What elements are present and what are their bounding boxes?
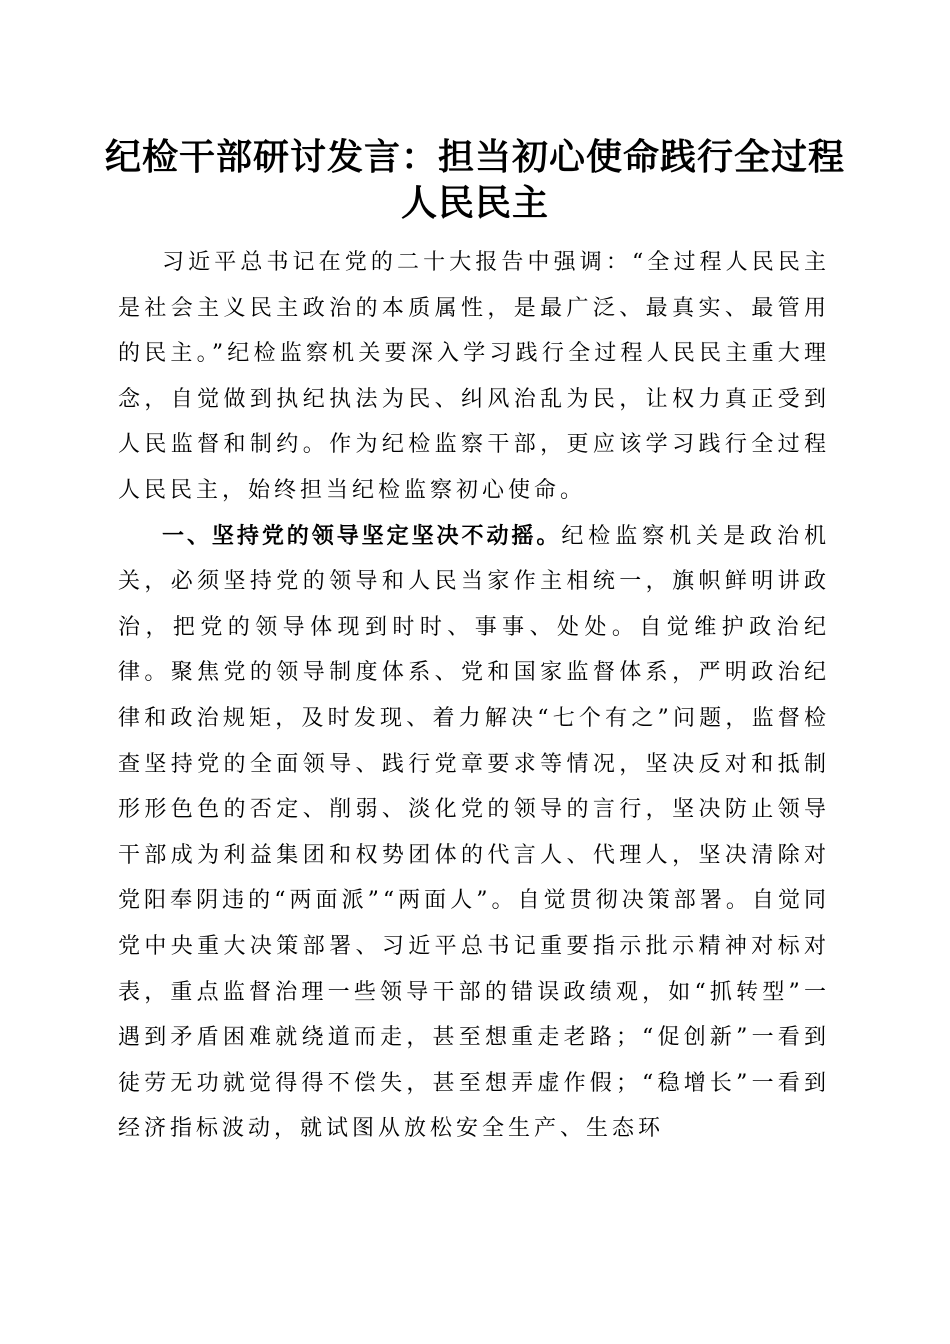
paragraph-intro xyxy=(118,240,830,514)
title-line-1: 纪检干部研讨发言：担当初心使命践行全过程 xyxy=(104,136,845,178)
section-heading: 一、坚持党的领导坚定坚决不动摇。 xyxy=(162,523,562,549)
title-line-2: 人民民主 xyxy=(400,182,549,224)
document-body xyxy=(118,240,830,1152)
document-title xyxy=(100,134,850,226)
paragraph-section-1 xyxy=(118,514,830,1152)
paragraph-text: 习近平总书记在党的二十大报告中强调：“全过程人民民主是社会主义民主政治的本质属性，是最广泛、最真实、最管用的民主。”纪检监察机关要深入学习践行全过程人民民主重大理念，自觉做到执纪执法为民、纠风治乱为民，让权力真正受到人民监督和制约。作为纪检监察干部，更应该学习践行全过程人民民主，始终担当纪检监察初心使命。 xyxy=(118,250,830,503)
paragraph-text: 纪检监察机关是政治机关，必须坚持党的领导和人民当家作主相统一，旗帜鲜明讲政治，把党的领导体现到时时、事事、处处。自觉维护政治纪律。聚焦党的领导制度体系、党和国家监督体系，严明政治纪律和政治规矩，及时发现、着力解决“七个有之”问题，监督检查坚持党的全面领导、践行党章要求等情况，坚决反对和抵制形形色色的否定、削弱、淡化党的领导的言行，坚决防止领导干部成为利益集团和权势团体的代言人、代理人，坚决清除对党阳奉阴违的“两面派”“两面人”。自觉贯彻决策部署。自觉同党中央重大决策部署、习近平总书记重要指示批示精神对标对表，重点监督治理一些领导干部的错误政绩观，如“抓转型”一遇到矛盾困难就绕道而走，甚至想重走老路；“促创新”一看到徒劳无功就觉得得不偿失，甚至想弄虚作假；“稳增长”一看到经济指标波动，就试图从放松安全生产、生态环 xyxy=(118,523,830,1142)
